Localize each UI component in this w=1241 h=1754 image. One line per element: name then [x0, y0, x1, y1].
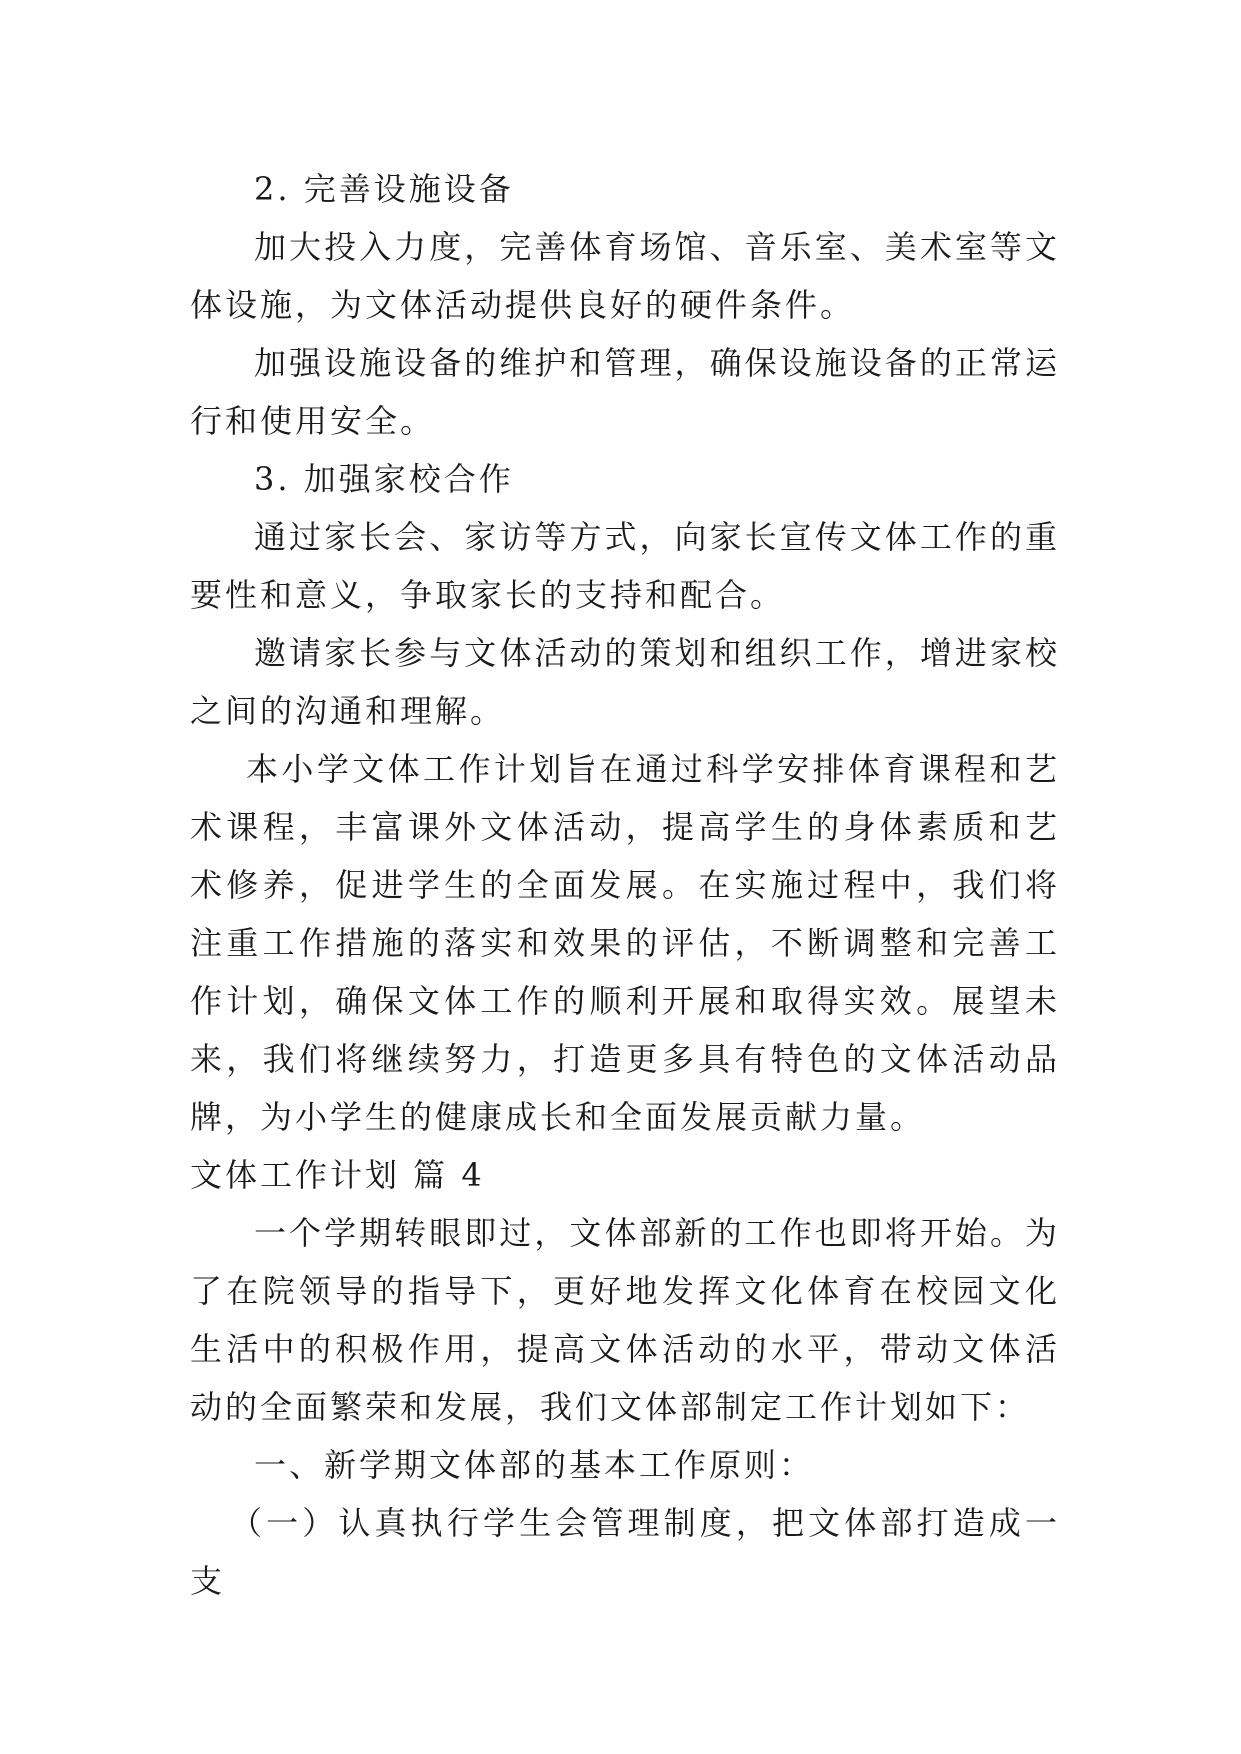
paragraph: 加大投入力度，完善体育场馆、音乐室、美术室等文体设施，为文体活动提供良好的硬件条件。: [190, 228, 1060, 324]
section-heading-facilities: 2. 完善设施设备: [254, 170, 514, 208]
document-body: [190, 160, 1060, 1610]
summary-paragraph: 本小学文体工作计划旨在通过科学安排体育课程和艺术课程，丰富课外文体活动，提高学生的身体素质和艺术修养，促进学生的全面发展。在实施过程中，我们将注重工作措施的落实和效果的评估，不断调整和完善工作计划，确保文体工作的顺利开展和取得实效。展望未来，我们将继续努力，打造更多具有特色的文体活动品牌，为小学生的健康成长和全面发展贡献力量。: [190, 750, 1060, 1136]
paragraph: 加强设施设备的维护和管理，确保设施设备的正常运行和使用安全。: [190, 344, 1060, 440]
section-heading-home-school: 3. 加强家校合作: [254, 460, 514, 498]
intro-paragraph: 一个学期转眼即过，文体部新的工作也即将开始。为了在院领导的指导下，更好地发挥文化体育在校园文化生活中的积极作用，提高文体活动的水平，带动文体活动的全面繁荣和发展，我们文体部制定工作计划如下：: [190, 1214, 1060, 1426]
section-heading-principles: 一、新学期文体部的基本工作原则：: [254, 1446, 815, 1484]
list-item: （一）认真执行学生会管理制度，把文体部打造成一支: [190, 1504, 1060, 1600]
paragraph: 邀请家长参与文体活动的策划和组织工作，增进家校之间的沟通和理解。: [190, 634, 1060, 730]
paragraph: 通过家长会、家访等方式，向家长宣传文体工作的重要性和意义，争取家长的支持和配合。: [190, 518, 1060, 614]
article-title: 文体工作计划 篇 4: [190, 1156, 485, 1194]
